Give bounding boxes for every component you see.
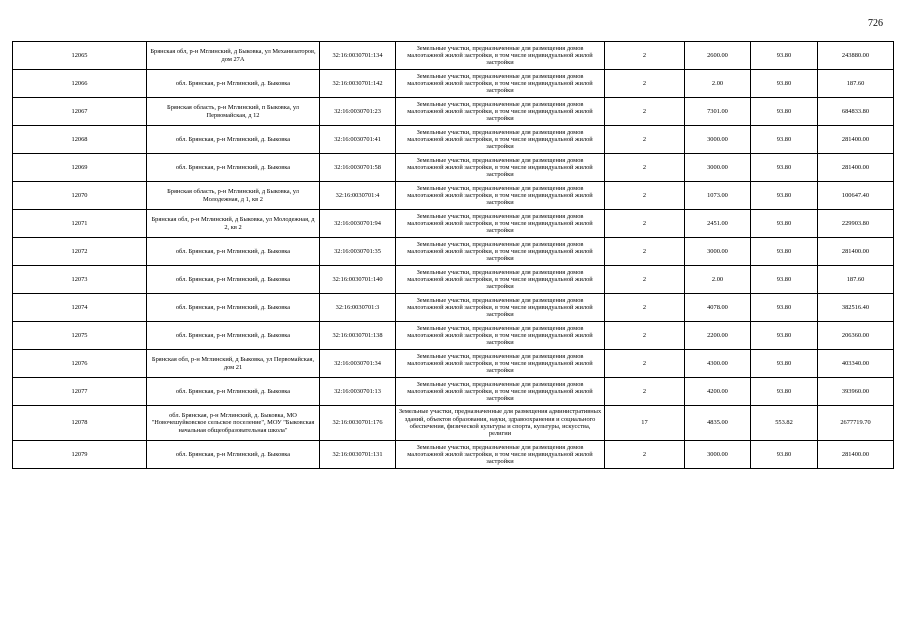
area-cell: 3000.00 (685, 126, 751, 154)
category-cell: 2 (605, 322, 685, 350)
cadastral-number-cell: 32:16:0030701:35 (320, 238, 396, 266)
rate-cell: 93.80 (751, 266, 818, 294)
cadastral-number-cell: 32:16:0030701:4 (320, 182, 396, 210)
land-use-cell: Земельные участки, предназначенные для размещения административных зданий, объектов образования, науки, здравоохранения и социального обеспечения, физической культуры и спорта, культуры, искусства, религии (396, 406, 605, 441)
area-cell: 1073.00 (685, 182, 751, 210)
address-cell: обл. Брянская, р-н Мглинский, д. Быковка (147, 266, 320, 294)
cadastral-value-cell: 403340.00 (818, 350, 894, 378)
area-cell: 3000.00 (685, 154, 751, 182)
table-row (13, 182, 894, 210)
land-use-cell: Земельные участки, предназначенные для размещения домов малоэтажной жилой застройки, в том числе индивидуальной жилой застройки (396, 70, 605, 98)
address-cell: Брянская обл, р-н Мглинский, д Быковка, ул Молодежная, д 2, кв 2 (147, 210, 320, 238)
address-cell: обл. Брянская, р-н Мглинский, д. Быковка (147, 238, 320, 266)
row-number: 12073 (13, 266, 147, 294)
address-cell: Брянская обл, р-н Мглинский, д Быковка, ул Механизаторов, дом 27А (147, 42, 320, 70)
page-number: 726 (868, 18, 883, 29)
cadastral-value-cell: 281400.00 (818, 154, 894, 182)
land-use-cell: Земельные участки, предназначенные для размещения домов малоэтажной жилой застройки, в том числе индивидуальной жилой застройки (396, 350, 605, 378)
table-row (13, 441, 894, 469)
rate-cell: 93.80 (751, 126, 818, 154)
category-cell: 2 (605, 182, 685, 210)
category-cell: 2 (605, 378, 685, 406)
row-number: 12078 (13, 406, 147, 441)
cadastral-number-cell: 32:16:0030701:41 (320, 126, 396, 154)
cadastral-value-cell: 281400.00 (818, 238, 894, 266)
cadastral-number-cell: 32:16:0030701:134 (320, 42, 396, 70)
cadastral-value-cell: 684833.80 (818, 98, 894, 126)
row-number: 12075 (13, 322, 147, 350)
category-cell: 2 (605, 238, 685, 266)
cadastral-value-cell: 281400.00 (818, 126, 894, 154)
row-number: 12072 (13, 238, 147, 266)
area-cell: 4300.00 (685, 350, 751, 378)
address-cell: обл. Брянская, р-н Мглинский, д. Быковка (147, 378, 320, 406)
table-row (13, 294, 894, 322)
address-cell: Брянская область, р-н Мглинский, п Быковка, ул Первомайская, д 12 (147, 98, 320, 126)
category-cell: 2 (605, 266, 685, 294)
cadastral-number-cell: 32:16:0030701:94 (320, 210, 396, 238)
rate-cell: 93.80 (751, 98, 818, 126)
row-number: 12079 (13, 441, 147, 469)
row-number: 12066 (13, 70, 147, 98)
area-cell: 2.00 (685, 70, 751, 98)
category-cell: 2 (605, 98, 685, 126)
area-cell: 2600.00 (685, 42, 751, 70)
address-cell: Брянская область, р-н Мглинский, д Быковка, ул Молодежная, д 1, кв 2 (147, 182, 320, 210)
land-use-cell: Земельные участки, предназначенные для размещения домов малоэтажной жилой застройки, в том числе индивидуальной жилой застройки (396, 210, 605, 238)
area-cell: 3000.00 (685, 238, 751, 266)
category-cell: 17 (605, 406, 685, 441)
area-cell: 7301.00 (685, 98, 751, 126)
cadastral-number-cell: 32:16:0030701:58 (320, 154, 396, 182)
table-row (13, 238, 894, 266)
cadastral-number-cell: 32:16:0030701:142 (320, 70, 396, 98)
cadastral-number-cell: 32:16:0030701:23 (320, 98, 396, 126)
category-cell: 2 (605, 294, 685, 322)
area-cell: 2451.00 (685, 210, 751, 238)
area-cell: 2.00 (685, 266, 751, 294)
land-use-cell: Земельные участки, предназначенные для размещения домов малоэтажной жилой застройки, в том числе индивидуальной жилой застройки (396, 126, 605, 154)
address-cell: Брянская обл, р-н Мглинский, д Быковка, ул Первомайская, дом 21 (147, 350, 320, 378)
cadastral-number-cell: 32:16:0030701:138 (320, 322, 396, 350)
address-cell: обл. Брянская, р-н Мглинский, д. Быковка (147, 70, 320, 98)
rate-cell: 93.80 (751, 70, 818, 98)
row-number: 12077 (13, 378, 147, 406)
cadastral-value-cell: 382516.40 (818, 294, 894, 322)
land-use-cell: Земельные участки, предназначенные для размещения домов малоэтажной жилой застройки, в том числе индивидуальной жилой застройки (396, 378, 605, 406)
land-registry-table (12, 41, 894, 469)
cadastral-number-cell: 32:16:0030701:131 (320, 441, 396, 469)
cadastral-value-cell: 229903.80 (818, 210, 894, 238)
address-cell: обл. Брянская, р-н Мглинский, д. Быковка, МО "Новочешуйковское сельское поселение", МОУ "Быковская начальная общеобразовательная школа" (147, 406, 320, 441)
land-use-cell: Земельные участки, предназначенные для размещения домов малоэтажной жилой застройки, в том числе индивидуальной жилой застройки (396, 98, 605, 126)
rate-cell: 93.80 (751, 42, 818, 70)
cadastral-number-cell: 32:16:0030701:3 (320, 294, 396, 322)
rate-cell: 553.82 (751, 406, 818, 441)
rate-cell: 93.80 (751, 294, 818, 322)
table-row (13, 378, 894, 406)
table-row (13, 406, 894, 441)
land-use-cell: Земельные участки, предназначенные для размещения домов малоэтажной жилой застройки, в том числе индивидуальной жилой застройки (396, 42, 605, 70)
cadastral-value-cell: 393960.00 (818, 378, 894, 406)
area-cell: 4835.00 (685, 406, 751, 441)
category-cell: 2 (605, 154, 685, 182)
table-row (13, 42, 894, 70)
table-row (13, 126, 894, 154)
rate-cell: 93.80 (751, 441, 818, 469)
rate-cell: 93.80 (751, 378, 818, 406)
address-cell: обл. Брянская, р-н Мглинский, д. Быковка (147, 441, 320, 469)
rate-cell: 93.80 (751, 350, 818, 378)
row-number: 12071 (13, 210, 147, 238)
table-row (13, 210, 894, 238)
cadastral-number-cell: 32:16:0030701:140 (320, 266, 396, 294)
land-use-cell: Земельные участки, предназначенные для размещения домов малоэтажной жилой застройки, в том числе индивидуальной жилой застройки (396, 266, 605, 294)
land-use-cell: Земельные участки, предназначенные для размещения домов малоэтажной жилой застройки, в том числе индивидуальной жилой застройки (396, 294, 605, 322)
table-row (13, 154, 894, 182)
category-cell: 2 (605, 70, 685, 98)
rate-cell: 93.80 (751, 238, 818, 266)
row-number: 12070 (13, 182, 147, 210)
row-number: 12067 (13, 98, 147, 126)
address-cell: обл. Брянская, р-н Мглинский, д. Быковка (147, 154, 320, 182)
land-use-cell: Земельные участки, предназначенные для размещения домов малоэтажной жилой застройки, в том числе индивидуальной жилой застройки (396, 322, 605, 350)
rate-cell: 93.80 (751, 210, 818, 238)
cadastral-value-cell: 206360.00 (818, 322, 894, 350)
address-cell: обл. Брянская, р-н Мглинский, д. Быковка (147, 294, 320, 322)
land-use-cell: Земельные участки, предназначенные для размещения домов малоэтажной жилой застройки, в том числе индивидуальной жилой застройки (396, 182, 605, 210)
rate-cell: 93.80 (751, 322, 818, 350)
area-cell: 3000.00 (685, 441, 751, 469)
area-cell: 4078.00 (685, 294, 751, 322)
cadastral-value-cell: 187.60 (818, 70, 894, 98)
table-row (13, 98, 894, 126)
table-body (13, 42, 894, 469)
row-number: 12076 (13, 350, 147, 378)
row-number: 12068 (13, 126, 147, 154)
table-row (13, 70, 894, 98)
address-cell: обл. Брянская, р-н Мглинский, д. Быковка (147, 322, 320, 350)
cadastral-number-cell: 32:16:0030701:13 (320, 378, 396, 406)
table-row (13, 350, 894, 378)
land-use-cell: Земельные участки, предназначенные для размещения домов малоэтажной жилой застройки, в том числе индивидуальной жилой застройки (396, 441, 605, 469)
cadastral-number-cell: 32:16:0030701:176 (320, 406, 396, 441)
category-cell: 2 (605, 42, 685, 70)
land-use-cell: Земельные участки, предназначенные для размещения домов малоэтажной жилой застройки, в том числе индивидуальной жилой застройки (396, 154, 605, 182)
row-number: 12069 (13, 154, 147, 182)
rate-cell: 93.80 (751, 182, 818, 210)
cadastral-value-cell: 187.60 (818, 266, 894, 294)
land-use-cell: Земельные участки, предназначенные для размещения домов малоэтажной жилой застройки, в том числе индивидуальной жилой застройки (396, 238, 605, 266)
category-cell: 2 (605, 210, 685, 238)
cadastral-value-cell: 100647.40 (818, 182, 894, 210)
category-cell: 2 (605, 350, 685, 378)
cadastral-value-cell: 281400.00 (818, 441, 894, 469)
area-cell: 4200.00 (685, 378, 751, 406)
row-number: 12065 (13, 42, 147, 70)
area-cell: 2200.00 (685, 322, 751, 350)
table-row (13, 322, 894, 350)
cadastral-value-cell: 2677719.70 (818, 406, 894, 441)
address-cell: обл. Брянская, р-н Мглинский, д. Быковка (147, 126, 320, 154)
table-row (13, 266, 894, 294)
category-cell: 2 (605, 441, 685, 469)
row-number: 12074 (13, 294, 147, 322)
cadastral-value-cell: 243880.00 (818, 42, 894, 70)
category-cell: 2 (605, 126, 685, 154)
rate-cell: 93.80 (751, 154, 818, 182)
cadastral-number-cell: 32:16:0030701:34 (320, 350, 396, 378)
